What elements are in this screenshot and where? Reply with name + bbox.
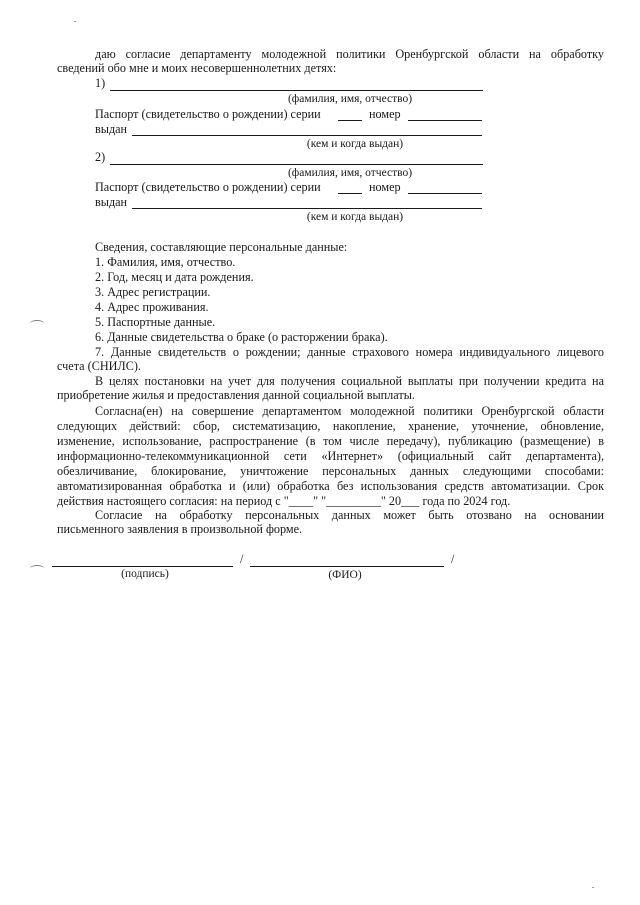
intro-line-1: даю согласие департаменту молодежной политики Оренбургской области на обработку — [95, 47, 604, 61]
child-2-number-field[interactable] — [408, 193, 482, 194]
child-2-number: 2) — [95, 150, 106, 164]
child-1-issued-field[interactable] — [132, 135, 482, 136]
child-2-issued-caption: (кем и когда выдан) — [306, 211, 404, 223]
withdraw-line-2: письменного заявления в произвольной форме. — [57, 522, 303, 536]
consent-line-1: Согласна(ен) на совершение департаментом молодежной политики Оренбургской области — [95, 404, 604, 418]
consent-line-3: изменение, использование, распространение (в том числе передачу), публикацию (размещение) в — [57, 434, 604, 448]
data-heading: Сведения, составляющие персональные данные: — [95, 240, 348, 254]
scan-mark — [30, 320, 44, 327]
child-1-fio-caption: (фамилия, имя, отчество) — [287, 93, 413, 105]
data-item-7-line-2: счета (СНИЛС). — [57, 359, 141, 373]
child-1-fio-line[interactable] — [110, 90, 483, 91]
data-item: 3. Адрес регистрации. — [95, 285, 211, 299]
scan-mark — [30, 565, 44, 572]
data-item: 5. Паспортные данные. — [95, 315, 216, 329]
data-item: 6. Данные свидетельства о браке (о расторжении брака). — [95, 330, 388, 344]
child-2-issued-label: выдан — [95, 195, 128, 209]
data-item-7-line-1: 7. Данные свидетельств о рождении; данные страхового номера индивидуального лицевого — [95, 345, 604, 359]
child-1-issued-label: выдан — [95, 122, 128, 136]
consent-line-4: информационно-телекоммуникационной сети «Интернет» (официальный сайт департамента), — [57, 449, 604, 463]
scan-speck — [592, 887, 594, 888]
child-1-number: 1) — [95, 76, 106, 90]
child-2-issued-field[interactable] — [132, 208, 482, 209]
child-1-number-field[interactable] — [408, 120, 482, 121]
consent-line-5: обезличивание, блокирование, уничтожение персональных данных следующими способами: — [57, 464, 604, 478]
child-1-number-label: номер — [369, 107, 401, 121]
withdraw-line-1: Согласие на обработку персональных данных может быть отозвано на основании — [95, 508, 604, 522]
fio-slash: / — [451, 552, 455, 566]
child-2-passport-label: Паспорт (свидетельство о рождении) серии — [95, 180, 321, 194]
child-1-passport-label: Паспорт (свидетельство о рождении) серии — [95, 107, 321, 121]
child-2-fio-line[interactable] — [110, 164, 483, 165]
data-item: 1. Фамилия, имя, отчество. — [95, 255, 236, 269]
child-2-number-label: номер — [369, 180, 401, 194]
data-item: 4. Адрес проживания. — [95, 300, 209, 314]
scan-speck — [74, 21, 76, 22]
child-1-series-field[interactable] — [338, 120, 362, 121]
signature-caption: (подпись) — [121, 568, 169, 580]
consent-line-6: автоматизированная обработка и (или) обработка без использования средств автоматизации. Срок — [57, 479, 604, 493]
data-item: 2. Год, месяц и дата рождения. — [95, 270, 254, 284]
child-2-series-field[interactable] — [338, 193, 362, 194]
consent-line-2: следующих действий: сбор, систематизацию, накопление, хранение, уточнение, обновление, — [57, 419, 604, 433]
signature-slash: / — [240, 552, 244, 566]
purpose-line-2: приобретение жилья и предоставления данной социальной выплаты. — [57, 388, 415, 402]
intro-line-2: сведений обо мне и моих несовершеннолетних детях: — [57, 61, 337, 75]
child-1-issued-caption: (кем и когда выдан) — [306, 138, 404, 150]
purpose-line-1: В целях постановки на учет для получения социальной выплаты при получении кредита на — [95, 374, 604, 388]
consent-line-7-term: действия настоящего согласия: на период с "____" "_________" 20___ года по 2024 год. — [57, 494, 511, 508]
fio-field[interactable] — [250, 566, 444, 567]
fio-caption: (ФИО) — [328, 569, 362, 581]
child-2-fio-caption: (фамилия, имя, отчество) — [287, 167, 413, 179]
